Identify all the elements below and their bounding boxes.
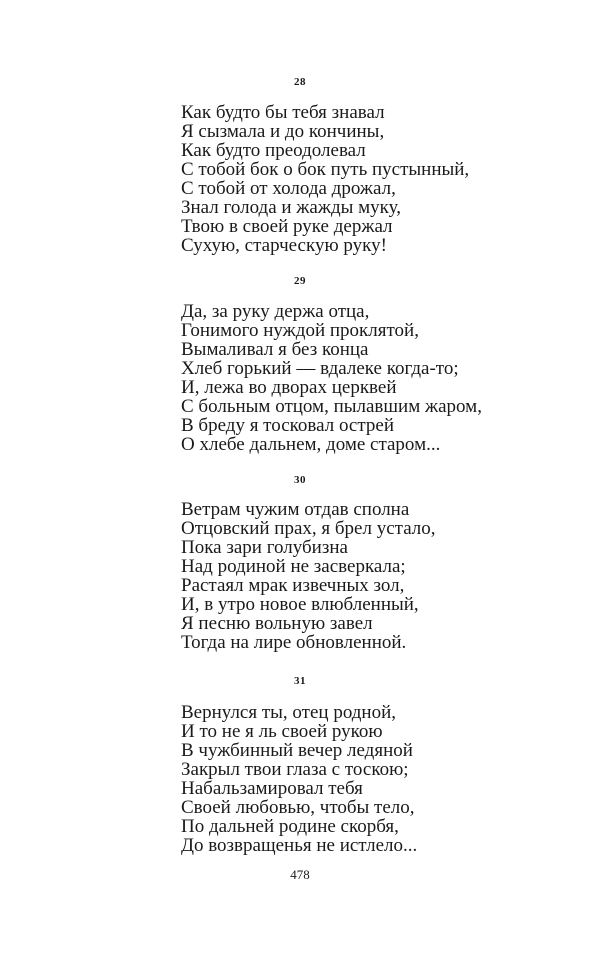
verse-line: Вернулся ты, отец родной, <box>181 702 397 723</box>
verse-line: Тогда на лире обновленной. <box>181 632 407 653</box>
verse-line: В бреду я тосковал острей <box>181 415 394 436</box>
verse-line: И, в утро новое влюбленный, <box>181 594 419 615</box>
stanza <box>181 500 581 652</box>
stanza-number: 31 <box>294 675 306 687</box>
verse-line: Ветрам чужим отдав сполна <box>181 499 410 520</box>
stanza <box>181 302 581 454</box>
verse-line: Как будто преодолевал <box>181 140 366 161</box>
page-number: 478 <box>290 867 310 882</box>
verse-line: Хлеб горький — вдалеке когда-то; <box>181 358 459 379</box>
stanza-number: 30 <box>294 474 306 486</box>
verse-line: Гонимого нуждой проклятой, <box>181 320 419 341</box>
verse-line: С больным отцом, пылавшим жаром, <box>181 396 482 417</box>
verse-line: С тобой бок о бок путь пустынный, <box>181 159 470 180</box>
verse-line: По дальней родине скорбя, <box>181 816 399 837</box>
verse-line: Вымаливал я без конца <box>181 339 369 360</box>
verse-line: Да, за руку держа отца, <box>181 301 370 322</box>
verse-line: Пока зари голубизна <box>181 537 348 558</box>
stanza <box>181 103 581 255</box>
stanza-number: 28 <box>294 76 306 88</box>
verse-line: Своей любовью, чтобы тело, <box>181 797 415 818</box>
verse-line: Знал голода и жажды муку, <box>181 197 401 218</box>
verse-line: Растаял мрак извечных зол, <box>181 575 405 596</box>
verse-line: И то не я ль своей рукою <box>181 721 383 742</box>
verse-line: Закрыл твои глаза с тоскою; <box>181 759 409 780</box>
stanza <box>181 703 581 855</box>
stanza-number: 29 <box>294 275 306 287</box>
verse-line: Над родиной не засверкала; <box>181 556 406 577</box>
verse-line: Набальзамировал тебя <box>181 778 363 799</box>
verse-line: В чужбинный вечер ледяной <box>181 740 413 761</box>
verse-line: До возвращенья не истлело... <box>181 835 418 856</box>
verse-line: С тобой от холода дрожал, <box>181 178 396 199</box>
verse-line: Я сызмала и до кончины, <box>181 121 385 142</box>
verse-line: Как будто бы тебя знавал <box>181 102 385 123</box>
verse-line: И, лежа во дворах церквей <box>181 377 397 398</box>
verse-line: Я песню вольную завел <box>181 613 373 634</box>
verse-line: Сухую, старческую руку! <box>181 235 387 256</box>
verse-line: Твою в своей руке держал <box>181 216 393 237</box>
verse-line: Отцовский прах, я брел устало, <box>181 518 436 539</box>
verse-line: О хлебе дальнем, доме старом... <box>181 434 441 455</box>
